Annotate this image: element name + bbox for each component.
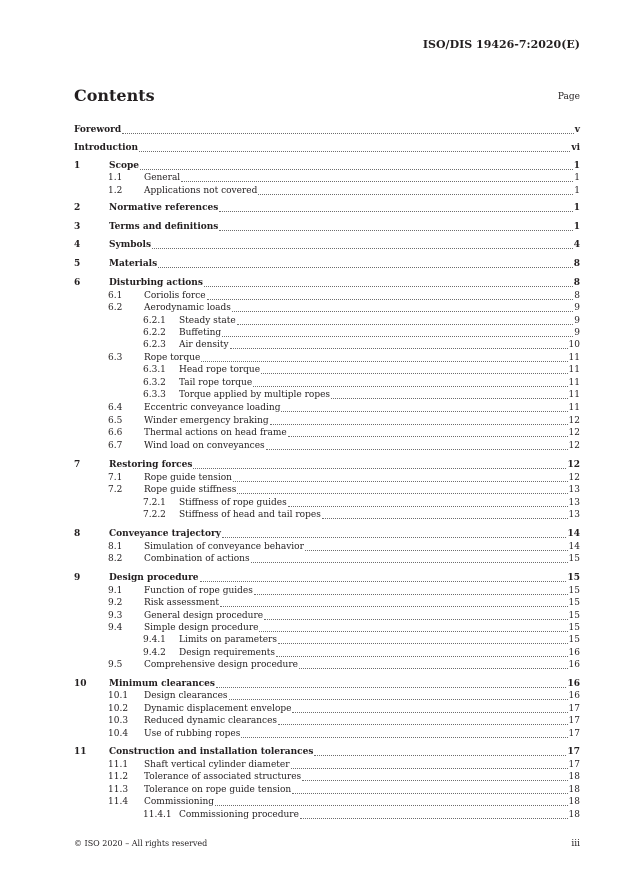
toc-entry-page: 9 (574, 316, 580, 326)
toc-entry-title: Rope guide stiffness (144, 485, 237, 495)
toc-entry[interactable] (108, 703, 580, 715)
toc-dot-leader (292, 792, 567, 794)
toc-entry-page: 14 (568, 542, 580, 552)
toc-entry-page: 15 (568, 623, 580, 633)
toc-entry-number: 11.4.1 (143, 810, 172, 820)
toc-entry-page: 8 (574, 291, 580, 301)
toc-entry-number: 6.3.1 (143, 365, 166, 375)
toc-entry-title: Scope (109, 161, 140, 171)
toc-entry-page: 16 (568, 691, 580, 701)
toc-entry[interactable] (143, 339, 580, 351)
toc-entry-page: 4 (573, 240, 580, 250)
toc-entry[interactable] (108, 553, 580, 565)
toc-entry-title: Coriolis force (144, 291, 206, 301)
toc-entry[interactable] (74, 746, 580, 758)
toc-entry[interactable] (74, 142, 580, 154)
toc-entry-title: Winder emergency braking (144, 416, 269, 426)
toc-dot-leader (219, 229, 572, 231)
toc-dot-leader (278, 642, 568, 644)
toc-dot-leader (220, 605, 568, 607)
toc-dot-leader (193, 467, 566, 469)
toc-entry-page: 9 (574, 303, 580, 313)
toc-entry-title: Minimum clearances (109, 679, 215, 689)
toc-dot-leader (281, 410, 567, 412)
toc-dot-leader (139, 150, 570, 152)
toc-entry-number: 9.4.2 (143, 648, 166, 658)
toc-entry[interactable] (108, 622, 580, 634)
toc-entry[interactable] (108, 541, 580, 553)
toc-entry[interactable] (74, 239, 580, 251)
toc-dot-leader (201, 360, 567, 362)
toc-entry-page: 16 (568, 648, 580, 658)
toc-entry-title: Symbols (109, 240, 152, 250)
toc-entry-number: 6.2.1 (143, 316, 166, 326)
toc-entry[interactable] (143, 647, 580, 659)
toc-entry-number: 7.2.1 (143, 498, 166, 508)
toc-entry-number: 10.2 (108, 704, 129, 714)
toc-entry[interactable] (108, 415, 580, 427)
toc-entry[interactable] (108, 440, 580, 452)
toc-entry-number: 9.4.1 (143, 635, 166, 645)
toc-entry[interactable] (108, 784, 580, 796)
toc-dot-leader (237, 323, 574, 325)
toc-entry[interactable] (143, 315, 580, 327)
toc-entry-title: Foreword (74, 125, 122, 135)
toc-entry-number: 6.2 (108, 303, 123, 313)
toc-entry-number: 3 (74, 222, 81, 232)
toc-entry-title: Thermal actions on head frame (144, 428, 287, 438)
toc-entry-title: Reduced dynamic clearances (144, 716, 278, 726)
toc-entry-title: General (144, 173, 181, 183)
toc-entry-title: Head rope torque (179, 365, 261, 375)
toc-entry-page: 17 (568, 729, 580, 739)
toc-entry[interactable] (74, 678, 580, 690)
toc-entry-page: 12 (568, 428, 580, 438)
toc-entry-number: 7 (74, 460, 81, 470)
toc-entry[interactable] (108, 185, 580, 197)
toc-dot-leader (204, 285, 573, 287)
toc-dot-leader (241, 736, 567, 738)
page-title: Contents (74, 86, 155, 105)
toc-dot-leader (278, 723, 568, 725)
toc-entry-number: 6.2.2 (143, 328, 166, 338)
toc-entry-page: 11 (568, 390, 580, 400)
toc-entry-title: Terms and definitions (109, 222, 219, 232)
toc-dot-leader (219, 210, 572, 212)
footer-copyright: © ISO 2020 – All rights reserved (74, 839, 208, 848)
toc-dot-leader (299, 667, 568, 669)
toc-entry-number: 6.2.3 (143, 340, 166, 350)
toc-entry-number: 1 (74, 161, 81, 171)
toc-entry[interactable] (143, 509, 580, 521)
toc-entry-title: Simulation of conveyance behavior (144, 542, 304, 552)
toc-entry[interactable] (143, 364, 580, 376)
toc-entry-number: 11 (74, 747, 87, 757)
toc-entry-title: Dynamic displacement envelope (144, 704, 292, 714)
toc-dot-leader (222, 335, 573, 337)
toc-entry-title: Materials (109, 259, 158, 269)
toc-entry[interactable] (74, 277, 580, 289)
toc-dot-leader (266, 448, 568, 450)
toc-entry-number: 6.4 (108, 403, 123, 413)
toc-entry-page: 1 (574, 186, 580, 196)
toc-dot-leader (200, 580, 567, 582)
toc-entry-number: 9.1 (108, 586, 123, 596)
document-id: ISO/DIS 19426-7:2020(E) (422, 38, 580, 51)
toc-entry-page: 11 (568, 353, 580, 363)
toc-entry-number: 9.5 (108, 660, 123, 670)
toc-entry-page: 13 (568, 510, 580, 520)
toc-entry[interactable] (143, 634, 580, 646)
toc-entry-page: 18 (568, 797, 580, 807)
toc-entry-title: Tolerance on rope guide tension (144, 785, 292, 795)
toc-dot-leader (237, 492, 567, 494)
toc-entry-title: Commissioning procedure (179, 810, 299, 820)
toc-entry-number: 7.2 (108, 485, 123, 495)
toc-entry-page: 18 (568, 785, 580, 795)
toc-entry-number: 11.4 (108, 797, 129, 807)
toc-dot-leader (230, 347, 568, 349)
toc-entry[interactable] (108, 759, 580, 771)
toc-entry-page: v (574, 125, 580, 135)
toc-dot-leader (270, 423, 568, 425)
toc-entry-title: Rope torque (144, 353, 201, 363)
toc-entry-number: 7.1 (108, 473, 123, 483)
toc-entry-number: 6.1 (108, 291, 123, 301)
toc-entry-page: 16 (567, 679, 580, 689)
toc-dot-leader (276, 655, 568, 657)
toc-entry[interactable] (74, 572, 580, 584)
toc-dot-leader (259, 630, 567, 632)
toc-entry-number: 11.3 (108, 785, 129, 795)
toc-dot-leader (253, 385, 567, 387)
toc-entry-title: Limits on parameters (179, 635, 277, 645)
toc-entry-page: 16 (568, 660, 580, 670)
toc-entry-number: 1.2 (108, 186, 123, 196)
toc-entry-number: 6.3.3 (143, 390, 166, 400)
toc-entry-number: 6.3.2 (143, 378, 166, 388)
toc-entry[interactable] (74, 258, 580, 270)
toc-entry-title: Wind load on conveyances (144, 441, 265, 451)
toc-entry-page: 11 (568, 378, 580, 388)
toc-dot-leader (331, 397, 568, 399)
toc-entry-title: General design procedure (144, 611, 264, 621)
toc-entry-number: 1.1 (108, 173, 123, 183)
toc-entry-title: Tolerance of associated structures (144, 772, 302, 782)
toc-entry[interactable] (108, 402, 580, 414)
toc-entry-title: Design requirements (179, 648, 276, 658)
toc-entry-title: Combination of actions (144, 554, 250, 564)
toc-entry-page: vi (571, 143, 580, 153)
toc-entry-title: Eccentric conveyance loading (144, 403, 281, 413)
toc-dot-leader (292, 711, 567, 713)
toc-entry-number: 8.2 (108, 554, 123, 564)
toc-entry-title: Normative references (109, 203, 219, 213)
toc-entry[interactable] (108, 427, 580, 439)
toc-entry-page: 15 (568, 635, 580, 645)
toc-dot-leader (314, 754, 566, 756)
toc-entry-number: 5 (74, 259, 81, 269)
toc-entry-title: Disturbing actions (109, 278, 203, 288)
toc-entry-title: Stiffness of head and tail ropes (179, 510, 321, 520)
toc-entry-number: 9.3 (108, 611, 123, 621)
toc-entry-number: 7.2.2 (143, 510, 166, 520)
toc-entry[interactable] (108, 610, 580, 622)
toc-entry[interactable] (108, 472, 580, 484)
toc-entry-number: 11.2 (108, 772, 129, 782)
toc-entry-page: 12 (567, 460, 580, 470)
toc-entry-title: Aerodynamic loads (144, 303, 231, 313)
toc-dot-leader (181, 180, 573, 182)
toc-entry-title: Commissioning (144, 797, 215, 807)
toc-entry-number: 6.6 (108, 428, 123, 438)
toc-dot-leader (222, 536, 567, 538)
toc-entry-page: 1 (573, 161, 580, 171)
toc-entry-page: 17 (568, 716, 580, 726)
toc-entry-page: 17 (567, 747, 580, 757)
toc-entry-number: 11.1 (108, 760, 129, 770)
toc-entry[interactable] (74, 528, 580, 540)
toc-entry-title: Buffeting (179, 328, 222, 338)
toc-entry-page: 10 (568, 340, 580, 350)
toc-entry[interactable] (74, 124, 580, 136)
toc-entry[interactable] (108, 659, 580, 671)
toc-entry-title: Steady state (179, 316, 236, 326)
toc-dot-leader (216, 686, 567, 688)
toc-entry[interactable] (108, 690, 580, 702)
toc-entry-title: Shaft vertical cylinder diameter (144, 760, 290, 770)
toc-entry-page: 14 (567, 529, 580, 539)
toc-dot-leader (291, 767, 568, 769)
toc-entry-page: 12 (568, 441, 580, 451)
toc-entry-page: 12 (568, 473, 580, 483)
toc-entry-number: 6.3 (108, 353, 123, 363)
toc-entry-title: Design clearances (144, 691, 228, 701)
toc-dot-leader (207, 298, 574, 300)
toc-entry-number: 8 (74, 529, 81, 539)
toc-dot-leader (288, 435, 568, 437)
toc-dot-leader (215, 804, 568, 806)
toc-entry-page: 18 (568, 810, 580, 820)
toc-dot-leader (264, 618, 567, 620)
toc-entry[interactable] (108, 290, 580, 302)
toc-entry-number: 10 (74, 679, 87, 689)
toc-entry[interactable] (108, 352, 580, 364)
toc-entry-page: 11 (568, 403, 580, 413)
toc-entry-title: Design procedure (109, 573, 199, 583)
toc-entry[interactable] (143, 327, 580, 339)
toc-dot-leader (261, 372, 567, 374)
toc-entry-page: 1 (573, 203, 580, 213)
toc-entry-page: 17 (568, 760, 580, 770)
toc-entry-number: 10.1 (108, 691, 129, 701)
toc-entry[interactable] (108, 302, 580, 314)
toc-dot-leader (254, 593, 568, 595)
toc-entry-page: 8 (573, 278, 580, 288)
toc-dot-leader (288, 505, 568, 507)
toc-entry-page: 15 (568, 598, 580, 608)
toc-dot-leader (302, 779, 567, 781)
toc-entry[interactable] (143, 377, 580, 389)
toc-entry[interactable] (143, 497, 580, 509)
toc-dot-leader (152, 247, 573, 249)
toc-entry-title: Conveyance trajectory (109, 529, 221, 539)
toc-entry-number: 9 (74, 573, 81, 583)
toc-entry-title: Air density (179, 340, 229, 350)
toc-entry-page: 15 (567, 573, 580, 583)
toc-entry-number: 6.5 (108, 416, 123, 426)
toc-entry-title: Tail rope torque (179, 378, 253, 388)
toc-entry-page: 9 (574, 328, 580, 338)
toc-entry[interactable] (74, 459, 580, 471)
toc-entry-number: 10.3 (108, 716, 129, 726)
toc-entry-number: 6 (74, 278, 81, 288)
toc-entry[interactable] (108, 715, 580, 727)
toc-entry-title: Restoring forces (109, 460, 193, 470)
toc-entry[interactable] (108, 484, 580, 496)
footer-page-number: iii (571, 839, 580, 849)
toc-entry-number: 4 (74, 240, 81, 250)
toc-entry[interactable] (74, 202, 580, 214)
toc-entry[interactable] (108, 585, 580, 597)
toc-entry[interactable] (143, 389, 580, 401)
toc-entry-title: Rope guide tension (144, 473, 232, 483)
toc-entry[interactable] (74, 160, 580, 172)
toc-entry-page: 15 (568, 586, 580, 596)
toc-dot-leader (232, 310, 573, 312)
toc-entry[interactable] (143, 809, 580, 821)
toc-dot-leader (229, 698, 568, 700)
toc-entry[interactable] (108, 771, 580, 783)
toc-entry-title: Introduction (74, 143, 139, 153)
toc-entry-page: 11 (568, 365, 580, 375)
toc-entry-number: 2 (74, 203, 81, 213)
toc-entry[interactable] (108, 172, 580, 184)
toc-entry-page: 8 (573, 259, 580, 269)
toc-entry[interactable] (74, 221, 580, 233)
toc-entry-number: 6.7 (108, 441, 123, 451)
toc-entry[interactable] (108, 597, 580, 609)
toc-entry-page: 17 (568, 704, 580, 714)
toc-entry-title: Risk assessment (144, 598, 220, 608)
toc-entry-title: Applications not covered (144, 186, 258, 196)
toc-entry-page: 13 (568, 498, 580, 508)
page-column-label: Page (557, 92, 580, 102)
toc-entry-number: 8.1 (108, 542, 123, 552)
toc-entry-title: Comprehensive design procedure (144, 660, 298, 670)
toc-entry-title: Stiffness of rope guides (179, 498, 287, 508)
toc-entry-number: 10.4 (108, 729, 129, 739)
toc-entry[interactable] (108, 728, 580, 740)
toc-dot-leader (140, 168, 573, 170)
toc-entry-page: 12 (568, 416, 580, 426)
toc-entry-title: Torque applied by multiple ropes (179, 390, 331, 400)
toc-entry-title: Use of rubbing ropes (144, 729, 241, 739)
toc-entry-page: 18 (568, 772, 580, 782)
toc-entry-title: Construction and installation tolerances (109, 747, 314, 757)
toc-dot-leader (305, 549, 568, 551)
toc-entry-number: 9.4 (108, 623, 123, 633)
toc-dot-leader (233, 480, 568, 482)
toc-dot-leader (251, 561, 568, 563)
toc-entry-title: Simple design procedure (144, 623, 259, 633)
toc-entry-page: 1 (574, 173, 580, 183)
toc-entry-number: 9.2 (108, 598, 123, 608)
toc-entry-page: 15 (568, 611, 580, 621)
toc-dot-leader (300, 817, 568, 819)
toc-entry-page: 15 (568, 554, 580, 564)
toc-entry-page: 13 (568, 485, 580, 495)
toc-entry-title: Function of rope guides (144, 586, 253, 596)
toc-dot-leader (158, 266, 573, 268)
toc-dot-leader (322, 517, 568, 519)
toc-dot-leader (122, 132, 574, 134)
toc-dot-leader (258, 193, 573, 195)
toc-entry-page: 1 (573, 222, 580, 232)
toc-entry[interactable] (108, 796, 580, 808)
